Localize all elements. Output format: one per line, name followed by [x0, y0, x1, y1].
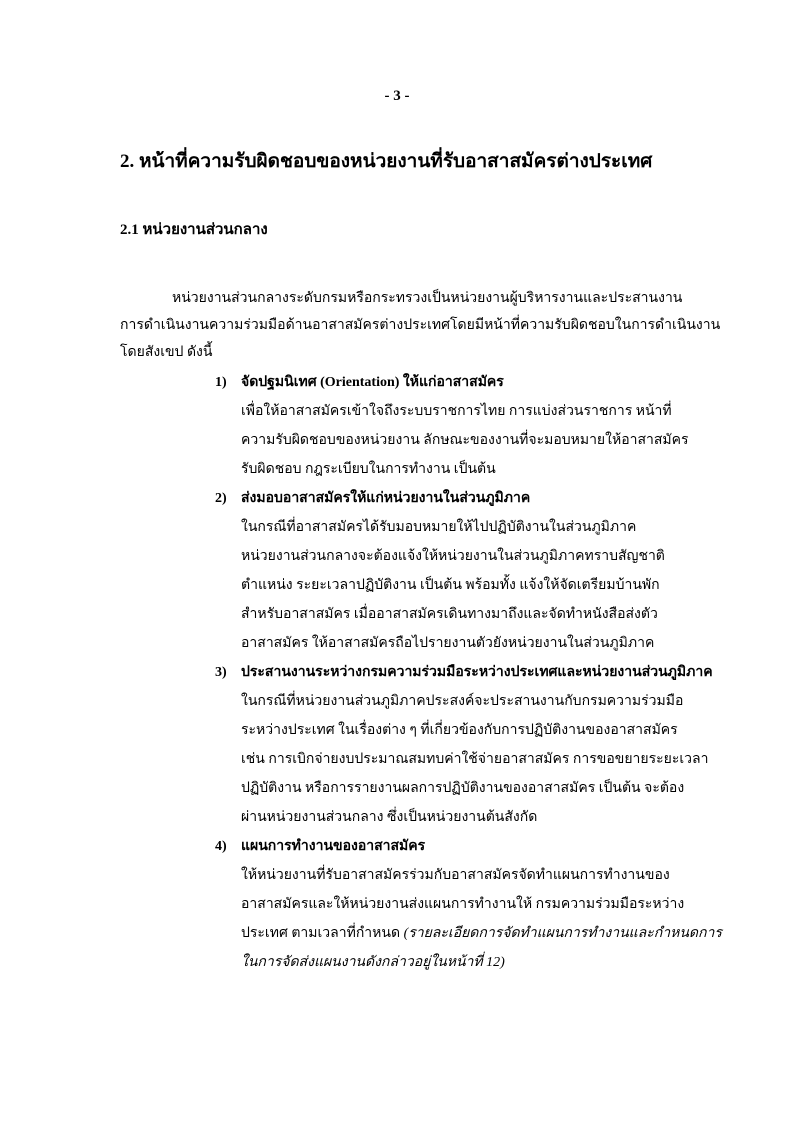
- subsection-title: 2.1 หน่วยงานส่วนกลาง: [120, 222, 268, 238]
- list-item: [215, 484, 715, 658]
- item-line: อาสาสมัครและให้หน่วยงานส่งแผนการทำงานให้ กรมความร่วมมือระหว่าง: [241, 897, 685, 912]
- item-body: [215, 513, 715, 658]
- item-line: เพื่อให้อาสาสมัครเข้าใจถึงระบบราชการไทย การแบ่งส่วนราชการ หน้าที่: [241, 404, 672, 419]
- intro-line: โดยสังเขป ดังนี้: [120, 345, 213, 360]
- item-line: หน่วยงานส่วนกลางจะต้องแจ้งให้หน่วยงานในส่วนภูมิภาคทราบสัญชาติ: [241, 549, 665, 564]
- list-item: [215, 658, 715, 832]
- item-heading: [215, 368, 715, 397]
- item-line: ในกรณีที่อาสาสมัครได้รับมอบหมายให้ไปปฏิบัติงานในส่วนภูมิภาค: [241, 520, 637, 535]
- item-line: ความรับผิดชอบของหน่วยงาน ลักษณะของงานที่จะมอบหมายให้อาสาสมัคร: [241, 433, 689, 448]
- item-title: แผนการทำงานของอาสาสมัคร: [241, 839, 426, 854]
- page-reference-note: (รายละเอียดการจัดทำแผนการทำงานและกำหนดการ: [403, 926, 722, 941]
- item-line: ตำแหน่ง ระยะเวลาปฏิบัติงาน เป็นต้น พร้อมทั้ง แจ้งให้จัดเตรียมบ้านพัก: [241, 578, 660, 593]
- item-line: สำหรับอาสาสมัคร เมื่ออาสาสมัครเดินทางมาถึงและจัดทำหนังสือส่งตัว: [241, 607, 658, 622]
- item-title: ประสานงานระหว่างกรมความร่วมมือระหว่างประเทศและหน่วยงานส่วนภูมิภาค: [241, 665, 713, 680]
- intro-paragraph: [120, 285, 721, 366]
- item-title: จัดปฐมนิเทศ (Orientation) ให้แก่อาสาสมัคร: [241, 375, 504, 390]
- item-heading: [215, 832, 715, 861]
- item-title: ส่งมอบอาสาสมัครให้แก่หน่วยงานในส่วนภูมิภาค: [241, 491, 531, 506]
- intro-line: หน่วยงานส่วนกลางระดับกรมหรือกระทรวงเป็นหน่วยงานผู้บริหารงานและประสานงาน: [172, 291, 683, 306]
- section-title: 2. หน้าที่ความรับผิดชอบของหน่วยงานที่รับอาสาสมัครต่างประเทศ: [120, 151, 653, 172]
- item-number: 4): [215, 839, 227, 854]
- item-number: 2): [215, 491, 227, 506]
- item-line-text: ประเทศ ตามเวลาที่กำหนด: [241, 926, 404, 941]
- item-body: [215, 397, 715, 484]
- item-line: ผ่านหน่วยงานส่วนกลาง ซึ่งเป็นหน่วยงานต้นสังกัด: [241, 810, 538, 825]
- list-item: [215, 368, 715, 484]
- item-line: เช่น การเบิกจ่ายงบประมาณสมทบค่าใช้จ่ายอาสาสมัคร การขอขยายระยะเวลา: [241, 752, 709, 767]
- item-heading: [215, 484, 715, 513]
- responsibility-list: [215, 368, 722, 977]
- item-line: ให้หน่วยงานที่รับอาสาสมัครร่วมกับอาสาสมัครจัดทำแผนการทำงานของ: [241, 868, 670, 883]
- item-line: [241, 919, 722, 948]
- intro-line: การดำเนินงานความร่วมมือด้านอาสาสมัครต่างประเทศโดยมีหน้าที่ความรับผิดชอบในการดำเนินงาน: [120, 318, 721, 333]
- list-item: [215, 832, 722, 977]
- item-line: ปฏิบัติงาน หรือการรายงานผลการปฏิบัติงานของอาสาสมัคร เป็นต้น จะต้อง: [241, 781, 685, 796]
- item-line: ในกรณีที่หน่วยงานส่วนภูมิภาคประสงค์จะประสานงานกับกรมความร่วมมือ: [241, 694, 684, 709]
- item-line: ระหว่างประเทศ ในเรื่องต่าง ๆ ที่เกี่ยวข้องกับการปฏิบัติงานของอาสาสมัคร: [241, 723, 678, 738]
- item-number: 1): [215, 375, 227, 390]
- page-reference-note: ในการจัดส่งแผนงานดังกล่าวอยู่ในหน้าที่ 12): [241, 955, 505, 970]
- item-heading: [215, 658, 715, 687]
- item-line: อาสาสมัคร ให้อาสาสมัครถือไปรายงานตัวยังหน่วยงานในส่วนภูมิภาค: [241, 636, 655, 651]
- item-body: [215, 687, 715, 832]
- item-body: [215, 861, 722, 977]
- item-line: รับผิดชอบ กฎระเบียบในการทำงาน เป็นต้น: [241, 462, 496, 477]
- item-number: 3): [215, 665, 227, 680]
- page-number: - 3 -: [384, 88, 410, 104]
